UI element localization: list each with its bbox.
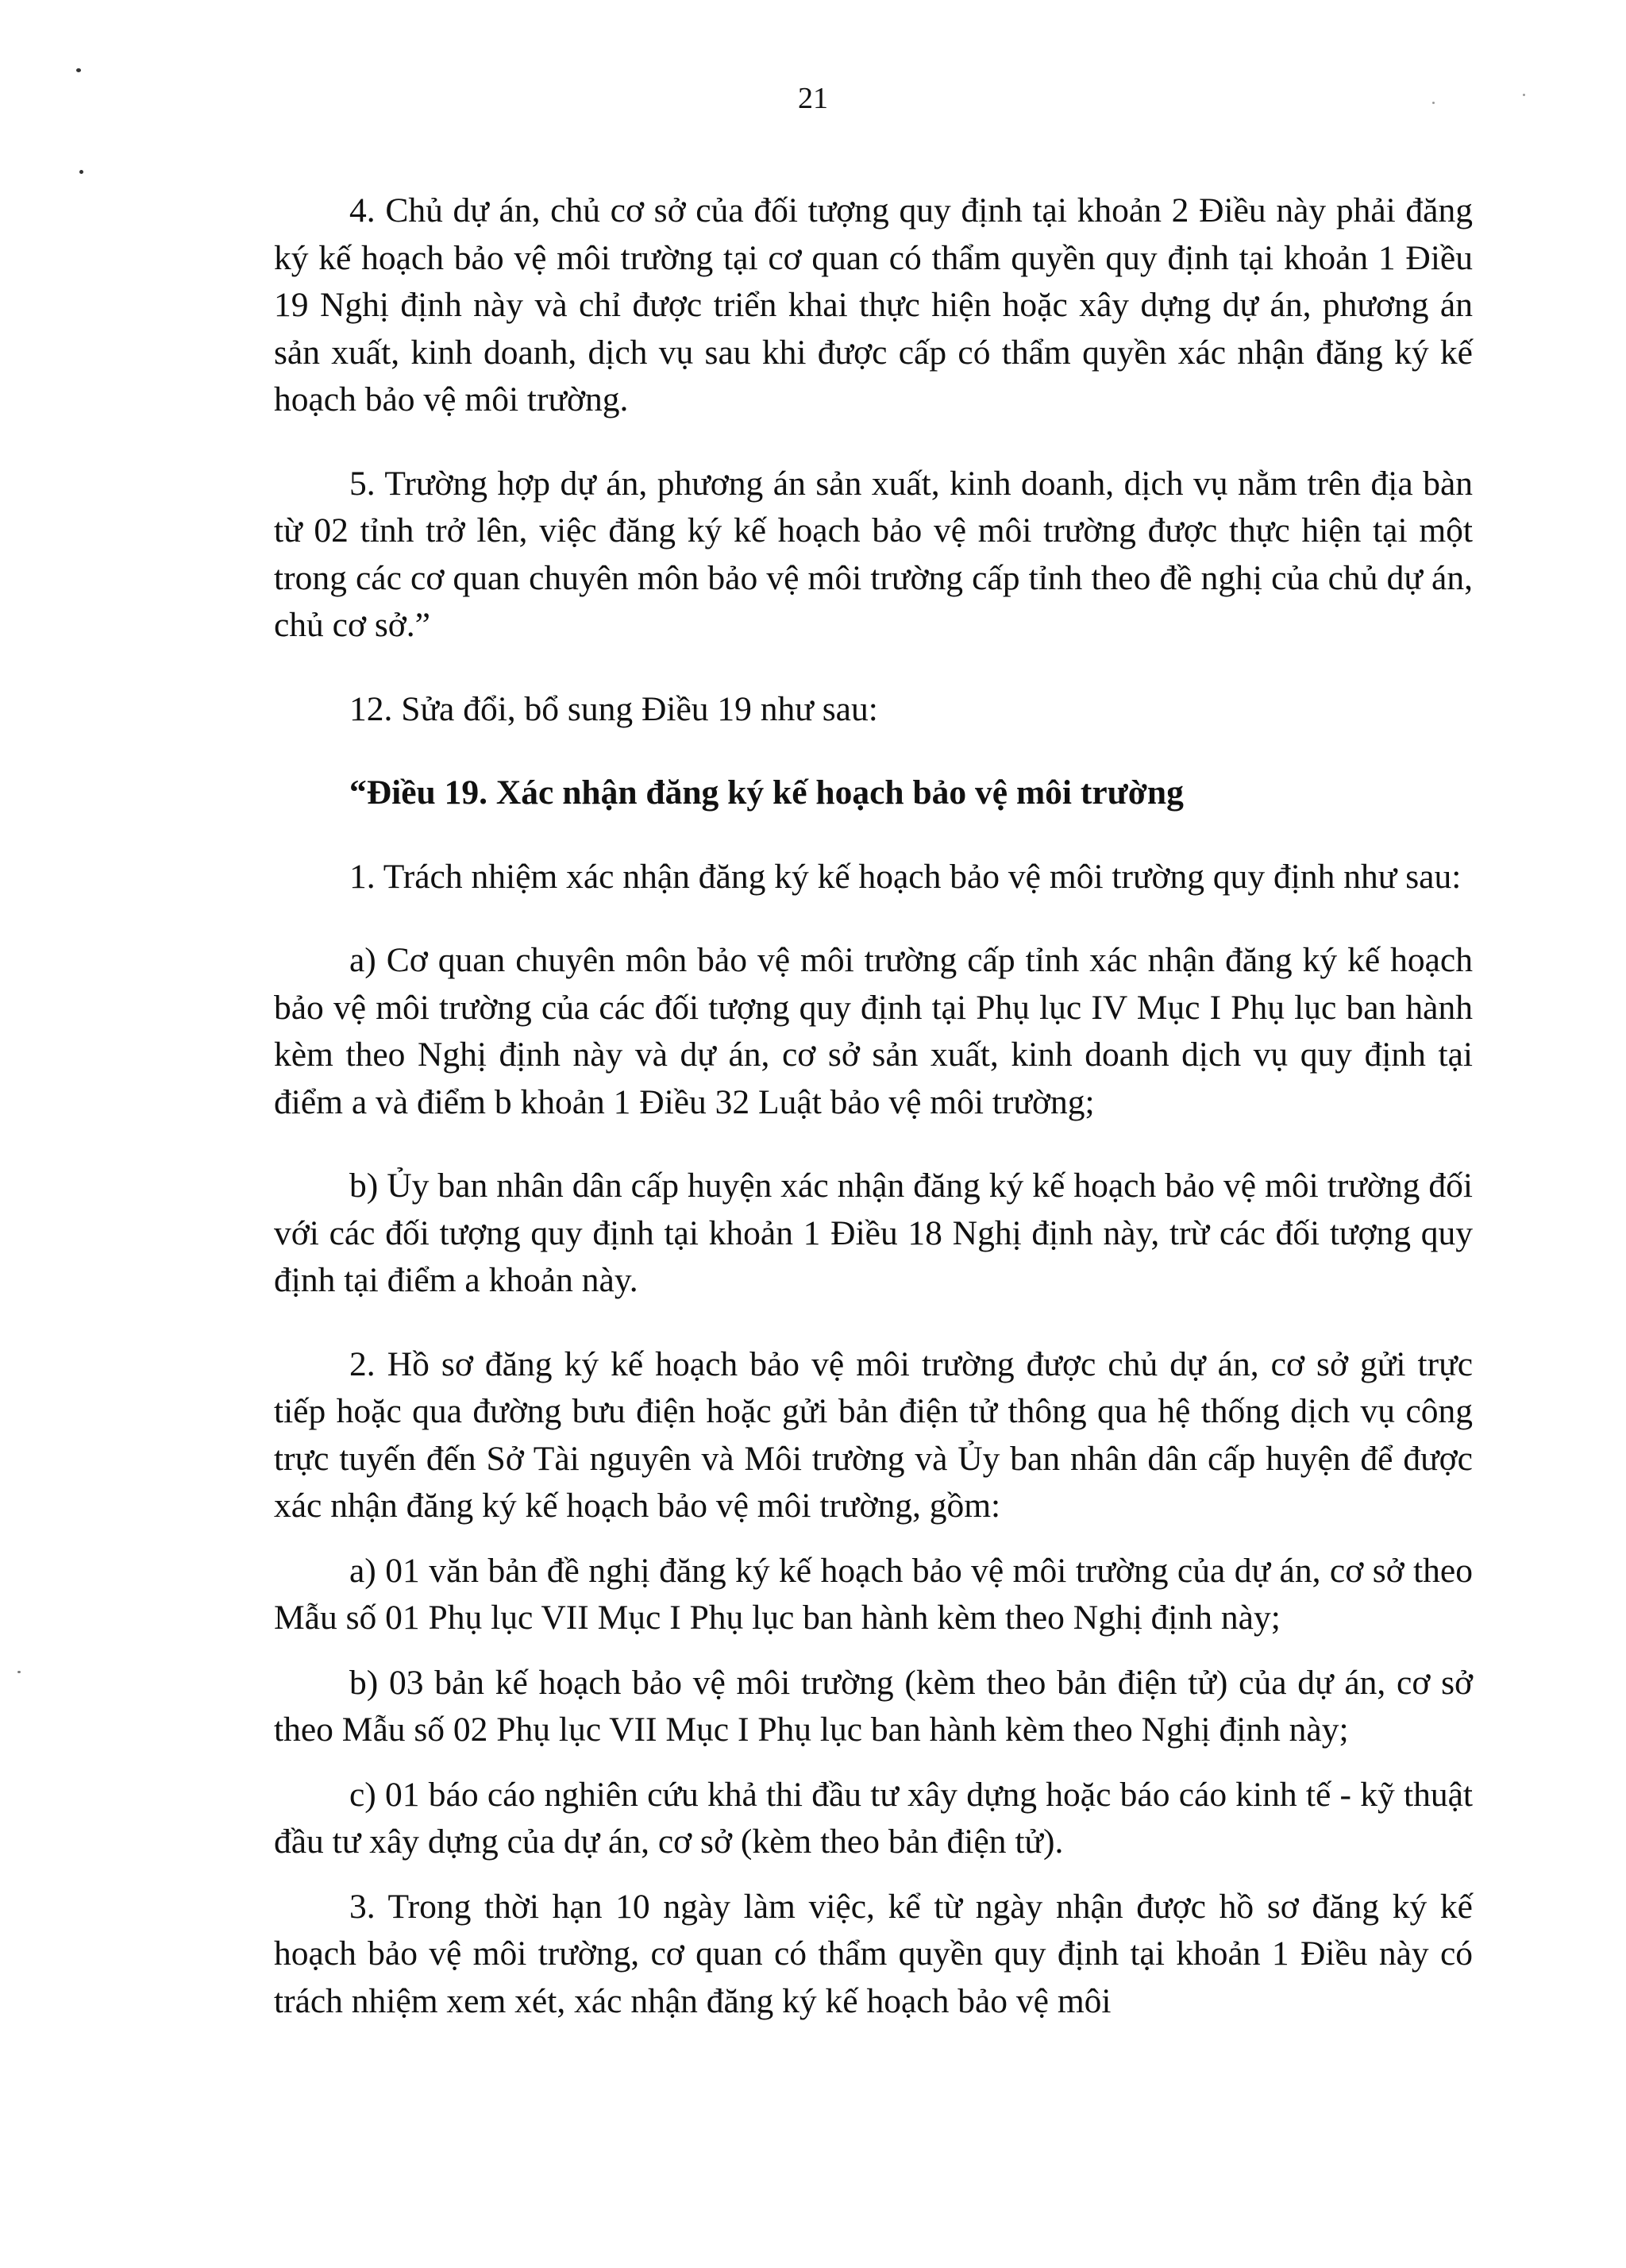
- clause-2-c: c) 01 báo cáo nghiên cứu khả thi đầu tư xây dựng hoặc báo cáo kinh tế - kỹ thuật đầu tư xây dựng của dự án, cơ sở (kèm theo bản điện tử).: [274, 1775, 1473, 1861]
- clause-2-b: b) 03 bản kế hoạch bảo vệ môi trường (kèm theo bản điện tử) của dự án, cơ sở theo Mẫu số 02 Phụ lục VII Mục I Phụ lục ban hành kèm theo Nghị định này;: [274, 1663, 1473, 1749]
- scan-speck: [1523, 94, 1525, 96]
- paragraph-5: 5. Trường hợp dự án, phương án sản xuất, kinh doanh, dịch vụ nằm trên địa bàn từ 02 tỉnh trở lên, việc đăng ký kế hoạch bảo vệ môi trường được thực hiện tại một trong các cơ quan chuyên môn bảo vệ môi trường cấp tỉnh theo đề nghị của chủ dự án, chủ cơ sở.”: [274, 464, 1473, 644]
- scan-speck: [76, 68, 81, 72]
- clause-1: 1. Trách nhiệm xác nhận đăng ký kế hoạch bảo vệ môi trường quy định như sau:: [349, 857, 1462, 896]
- scan-speck: [79, 170, 83, 174]
- paragraph-4: 4. Chủ dự án, chủ cơ sở của đối tượng quy định tại khoản 2 Điều này phải đăng ký kế hoạch bảo vệ môi trường tại cơ quan có thẩm quyền quy định tại khoản 1 Điều 19 Nghị định này và chỉ được triển khai thực hiện hoặc xây dựng dự án, phương án sản xuất, kinh doanh, dịch vụ sau khi được cấp có thẩm quyền xác nhận đăng ký kế hoạch bảo vệ môi trường.: [274, 191, 1473, 418]
- clause-2-a: a) 01 văn bản đề nghị đăng ký kế hoạch bảo vệ môi trường của dự án, cơ sở theo Mẫu số 01 Phụ lục VII Mục I Phụ lục ban hành kèm theo Nghị định này;: [274, 1551, 1473, 1637]
- scan-speck: [1432, 102, 1435, 104]
- clause-2: 2. Hồ sơ đăng ký kế hoạch bảo vệ môi trường được chủ dự án, cơ sở gửi trực tiếp hoặc qua đường bưu điện hoặc gửi bản điện tử thông qua hệ thống dịch vụ công trực tuyến đến Sở Tài nguyên và Môi trường và Ủy ban nhân dân cấp huyện để được xác nhận đăng ký kế hoạch bảo vệ môi trường, gồm:: [274, 1344, 1473, 1525]
- clause-3: 3. Trong thời hạn 10 ngày làm việc, kể từ ngày nhận được hồ sơ đăng ký kế hoạch bảo vệ môi trường, cơ quan có thẩm quyền quy định tại khoản 1 Điều này có trách nhiệm xem xét, xác nhận đăng ký kế hoạch bảo vệ môi: [274, 1887, 1473, 2020]
- clause-1-b: b) Ủy ban nhân dân cấp huyện xác nhận đăng ký kế hoạch bảo vệ môi trường đối với các đối tượng quy định tại khoản 1 Điều 18 Nghị định này, trừ các đối tượng quy định tại điểm a khoản này.: [274, 1167, 1473, 1299]
- scan-speck: [17, 1671, 21, 1673]
- amendment-12: 12. Sửa đổi, bổ sung Điều 19 như sau:: [349, 689, 878, 728]
- article-19-heading: “Điều 19. Xác nhận đăng ký kế hoạch bảo vệ môi trường: [349, 773, 1184, 812]
- clause-1-a: a) Cơ quan chuyên môn bảo vệ môi trường cấp tỉnh xác nhận đăng ký kế hoạch bảo vệ môi trường của các đối tượng quy định tại Phụ lục IV Mục I Phụ lục ban hành kèm theo Nghị định này và dự án, cơ sở sản xuất, kinh doanh dịch vụ quy định tại điểm a và điểm b khoản 1 Điều 32 Luật bảo vệ môi trường;: [274, 941, 1473, 1121]
- page-number: 21: [798, 82, 828, 115]
- document-body: [274, 187, 1473, 2025]
